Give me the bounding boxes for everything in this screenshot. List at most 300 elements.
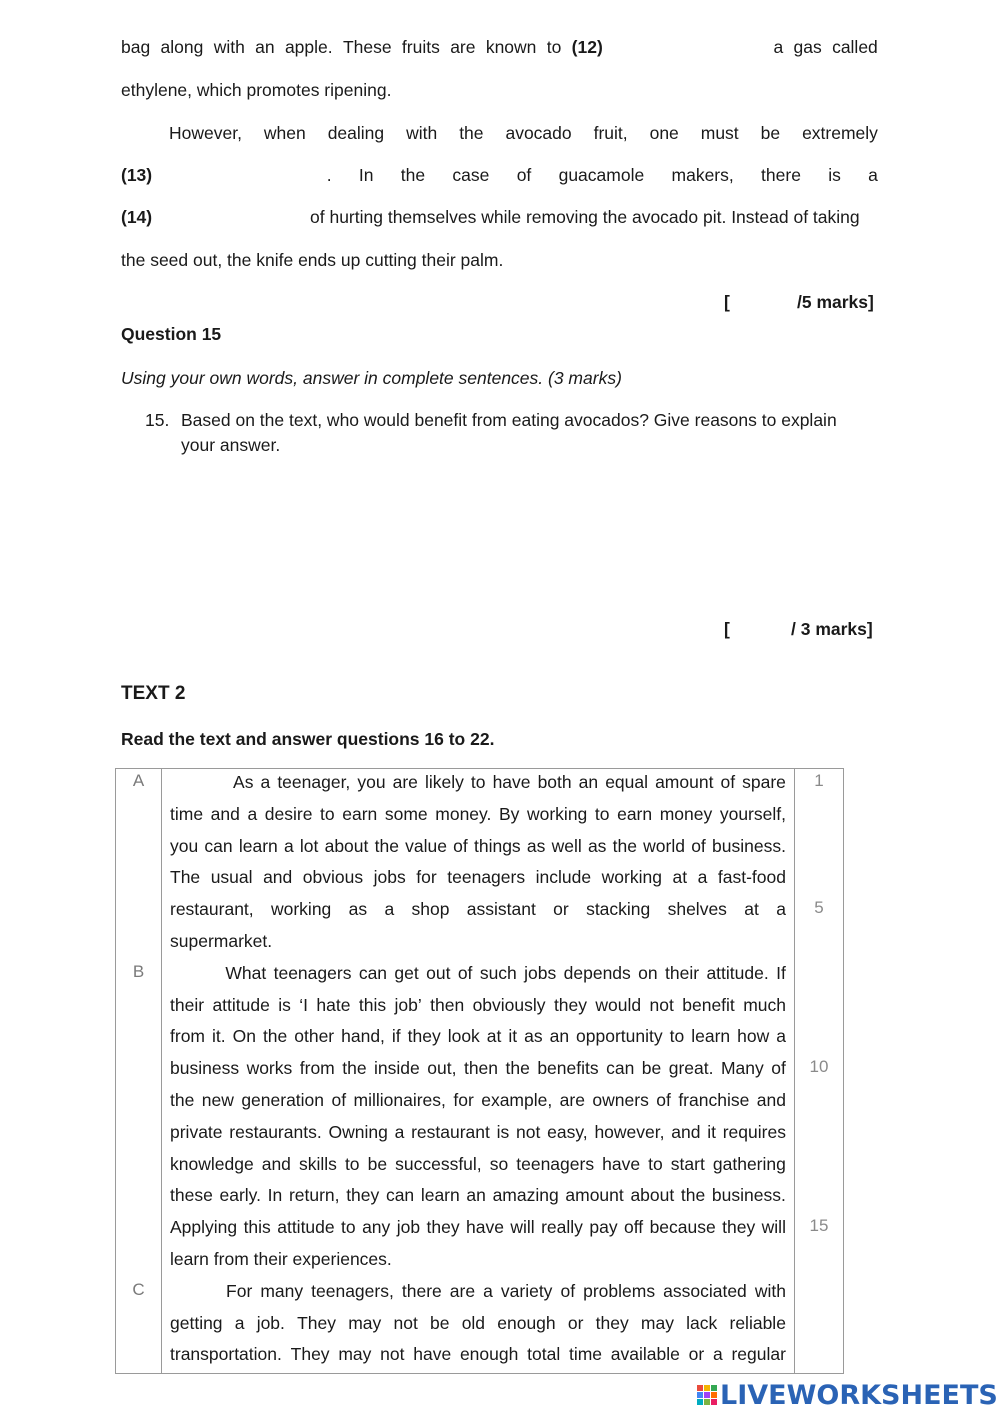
word: some	[384, 803, 428, 824]
word: usual	[210, 867, 253, 888]
passage-line	[170, 1089, 786, 1121]
passage-line	[170, 1153, 786, 1185]
word: lot	[299, 835, 319, 856]
word: gathering	[712, 1153, 786, 1174]
word: depends	[563, 962, 631, 983]
word: they	[595, 1312, 629, 1333]
word: avocado	[505, 123, 572, 143]
word: about	[630, 1185, 675, 1206]
word: things	[473, 835, 521, 856]
word: In	[358, 165, 374, 185]
passage-line	[170, 771, 786, 803]
text-2-instruction: Read the text and answer questions 16 to 22.	[121, 729, 495, 749]
word: time	[170, 803, 204, 824]
word: the	[342, 1058, 367, 1079]
word: you	[357, 772, 386, 792]
word: equal	[605, 772, 649, 792]
word: however,	[594, 1121, 665, 1142]
paragraph-indent	[170, 771, 226, 803]
word: of	[453, 835, 468, 856]
word: shelves	[667, 899, 727, 920]
word: on	[638, 962, 658, 983]
word: business.	[711, 1185, 786, 1206]
word: with	[754, 1280, 786, 1301]
word: known	[485, 37, 537, 57]
word: an	[255, 37, 275, 57]
word: and	[671, 1121, 701, 1142]
word: or	[688, 1344, 705, 1365]
word: fruit,	[593, 123, 628, 143]
logo-square	[711, 1385, 717, 1391]
passage-line-text: supermarket.	[170, 931, 273, 951]
logo-square	[711, 1392, 717, 1398]
answer-blank-14[interactable]	[170, 206, 300, 228]
word: for	[416, 867, 437, 888]
word: lack	[686, 1312, 718, 1333]
logo-text: LIVEWORKSHEETS	[720, 1379, 998, 1411]
question-15-line-1: Based on the text, who would benefit from eating avocados? Give reasons to explain	[181, 410, 837, 430]
word: jobs	[373, 867, 406, 888]
word: job’	[394, 994, 422, 1015]
word: to	[546, 37, 562, 57]
word: to	[594, 803, 610, 824]
word: as	[526, 835, 546, 856]
line-number-15: 15	[809, 1216, 829, 1235]
word: stacking	[586, 899, 651, 920]
word: restaurant,	[170, 899, 254, 920]
word: are	[392, 772, 418, 792]
blank-label-13: (13)	[121, 165, 153, 185]
word: teenagers	[273, 962, 352, 983]
passage-line	[170, 930, 786, 962]
word: as	[524, 1026, 543, 1047]
word: a	[283, 835, 294, 856]
word: In	[267, 1185, 283, 1206]
word: called	[832, 37, 878, 57]
word: restaurants.	[229, 1121, 322, 1142]
word: However,	[169, 123, 242, 143]
word: business	[170, 1058, 240, 1079]
word: really	[541, 1217, 583, 1238]
word: to	[470, 772, 486, 792]
word: skills	[298, 1153, 337, 1174]
liveworksheets-logo	[697, 1380, 998, 1410]
marks-bracket-open-2: [	[724, 619, 730, 639]
passage-line	[170, 1184, 786, 1216]
passage-line	[170, 1280, 786, 1312]
word: desire	[264, 803, 313, 824]
word: is	[828, 165, 841, 185]
word: out	[426, 962, 451, 983]
word: pay	[589, 1217, 618, 1238]
question-15-line-2: your answer.	[181, 435, 281, 455]
word: By	[498, 803, 520, 824]
word: out,	[427, 1058, 457, 1079]
word: as	[587, 835, 607, 856]
passage-line	[170, 1121, 786, 1153]
passage-line	[170, 1025, 786, 1057]
word: not	[393, 1312, 418, 1333]
word: this	[243, 1217, 271, 1238]
word: of	[516, 165, 532, 185]
passage-line	[170, 1312, 786, 1344]
word: then	[430, 994, 465, 1015]
word: easy,	[547, 1121, 588, 1142]
word: of	[331, 1090, 347, 1110]
logo-square	[697, 1392, 703, 1398]
word: can	[385, 1185, 415, 1206]
word: to	[669, 1026, 685, 1047]
line-number-5: 5	[814, 898, 824, 917]
word: have	[602, 1153, 641, 1174]
passage-line	[170, 866, 786, 898]
word: off	[624, 1217, 644, 1238]
word: the	[170, 1090, 195, 1110]
paragraph-indent	[170, 962, 218, 994]
word: associated	[663, 1280, 747, 1301]
word: this	[358, 994, 387, 1015]
word: hand,	[341, 1026, 385, 1047]
line-number-10: 10	[809, 1057, 829, 1076]
passage-line	[170, 898, 786, 930]
word: requires	[722, 1121, 786, 1142]
word: new	[201, 1090, 234, 1110]
text1-line-4	[121, 164, 878, 186]
answer-blank-12[interactable]	[613, 36, 763, 58]
word: They	[297, 1312, 337, 1333]
logo-square	[704, 1385, 710, 1391]
word: are	[559, 1090, 585, 1110]
word: a	[712, 1344, 723, 1365]
word: problems	[583, 1280, 656, 1301]
marks-total-3: / 3 marks]	[791, 619, 873, 639]
word: As	[233, 772, 254, 792]
text-2-heading: TEXT 2	[121, 683, 186, 704]
word: along	[160, 37, 204, 57]
word: restaurant	[411, 1121, 490, 1142]
text1-line-3	[169, 122, 878, 144]
word: there	[401, 1280, 442, 1301]
word: one	[649, 123, 679, 143]
word: ‘I	[299, 994, 309, 1015]
word: Owning	[328, 1121, 388, 1142]
word: such	[479, 962, 517, 983]
word: variety	[500, 1280, 553, 1301]
passage-line	[170, 803, 786, 835]
word: world	[643, 835, 685, 856]
word: a	[776, 1026, 786, 1047]
word: regular	[731, 1344, 786, 1365]
passage-line	[170, 1216, 786, 1248]
word: transportation.	[170, 1344, 282, 1365]
word: For	[226, 1280, 253, 1301]
word: gas	[793, 37, 822, 57]
word: job	[396, 1217, 421, 1238]
passage-table	[115, 768, 844, 1374]
word: money	[659, 803, 713, 824]
logo-mark-icon	[697, 1385, 717, 1405]
word: a	[247, 803, 258, 824]
passage-line	[170, 962, 786, 994]
word: and	[756, 1090, 786, 1110]
word: the	[400, 165, 426, 185]
word: they	[553, 994, 588, 1015]
line-number-1: 1	[814, 771, 824, 790]
passage-line	[170, 1248, 786, 1280]
word: may	[348, 1312, 382, 1333]
word: if	[391, 1026, 401, 1047]
word: earn	[342, 803, 378, 824]
word: because	[649, 1217, 716, 1238]
word: or	[553, 899, 569, 920]
word: both	[537, 772, 572, 792]
word: obviously	[472, 994, 546, 1015]
question-15-number: 15.	[145, 410, 170, 430]
word: early.	[219, 1185, 261, 1206]
word: yourself,	[719, 803, 786, 824]
logo-square	[697, 1399, 703, 1405]
word: a	[697, 867, 708, 888]
word: at	[672, 867, 688, 888]
word: attitude	[277, 1217, 335, 1238]
word: knowledge	[170, 1153, 254, 1174]
blank-label-14: (14)	[121, 207, 153, 227]
word: when	[263, 123, 306, 143]
paragraph-letter-a: A	[132, 771, 145, 790]
word: value	[405, 835, 447, 856]
word: of	[457, 962, 473, 983]
word: guacamole	[558, 165, 645, 185]
word: it.	[211, 1026, 226, 1047]
word: owners	[592, 1090, 649, 1110]
word: a	[260, 772, 271, 792]
word: fast-food	[717, 867, 786, 888]
word: then	[463, 1058, 499, 1079]
word: have	[492, 772, 531, 792]
word: enough	[497, 1312, 556, 1333]
word: can	[358, 962, 388, 983]
paragraph-letter-c: C	[132, 1280, 145, 1299]
word: the	[680, 1185, 706, 1206]
word: old	[461, 1312, 486, 1333]
word: it	[707, 1121, 716, 1142]
word: well	[551, 835, 582, 856]
word: benefit	[682, 994, 735, 1015]
word: a	[384, 899, 395, 920]
word: be	[641, 1058, 662, 1079]
word: great.	[668, 1058, 714, 1079]
word: spare	[742, 772, 786, 792]
paragraph-indent	[170, 1280, 218, 1312]
word: dealing	[327, 123, 385, 143]
word: amount	[565, 1185, 624, 1206]
word: The	[170, 867, 201, 888]
word: they	[407, 1026, 441, 1047]
word: a	[483, 1280, 493, 1301]
word: a	[234, 1312, 245, 1333]
word: learn	[420, 1185, 460, 1206]
word: shop	[411, 899, 450, 920]
word: they	[722, 1217, 756, 1238]
word: case	[452, 165, 490, 185]
word: can	[606, 1058, 635, 1079]
word: or	[567, 1312, 584, 1333]
word: a	[394, 1121, 405, 1142]
word: assistant	[466, 899, 536, 920]
word: include	[535, 867, 592, 888]
word: not	[516, 1121, 541, 1142]
word: teenager,	[277, 772, 351, 792]
word: private	[170, 1121, 223, 1142]
word: to	[341, 1217, 356, 1238]
word: getting	[170, 1312, 223, 1333]
word: These	[342, 37, 392, 57]
word: start	[670, 1153, 705, 1174]
word: their	[170, 994, 205, 1015]
word: Applying	[170, 1217, 238, 1238]
word: get	[394, 962, 419, 983]
word: reliable	[729, 1312, 786, 1333]
word: may	[338, 1344, 372, 1365]
word: obvious	[302, 867, 364, 888]
word: If	[776, 962, 786, 983]
word: earn	[617, 803, 653, 824]
word: working	[601, 867, 662, 888]
word: learn	[691, 1026, 731, 1047]
word: at	[744, 899, 759, 920]
word: to	[648, 1153, 663, 1174]
word: are	[450, 37, 476, 57]
marks-bracket-open: [	[724, 292, 730, 312]
word: inside	[374, 1058, 420, 1079]
logo-square	[711, 1399, 717, 1405]
passage-line	[170, 1343, 786, 1374]
word: On	[232, 1026, 256, 1047]
word: successful,	[395, 1153, 482, 1174]
word: there	[761, 165, 801, 185]
logo-square	[697, 1385, 703, 1391]
word: they	[426, 1217, 460, 1238]
word: for	[453, 1090, 474, 1110]
word: millionaires,	[353, 1090, 446, 1110]
text1-line-2: ethylene, which promotes ripening.	[121, 80, 392, 100]
word: at	[486, 1026, 502, 1047]
word: they	[346, 1185, 380, 1206]
word: from	[299, 1058, 335, 1079]
word: not	[380, 1344, 405, 1365]
word: many	[260, 1280, 304, 1301]
word: will	[510, 1217, 535, 1238]
word: amazing	[492, 1185, 559, 1206]
word: from	[170, 1026, 205, 1047]
word: you	[170, 835, 199, 856]
word: working	[526, 803, 588, 824]
word: opportunity	[576, 1026, 663, 1047]
blank-label-12: (12)	[571, 37, 603, 57]
word: other	[294, 1026, 335, 1047]
word: are	[449, 1280, 476, 1301]
word: hate	[316, 994, 351, 1015]
word: available	[610, 1344, 680, 1365]
word: enough	[459, 1344, 519, 1365]
word: any	[362, 1217, 391, 1238]
word: extremely	[802, 123, 878, 143]
line-5-text: of hurting themselves while removing the avocado pit. Instead of taking	[310, 207, 860, 227]
word: a	[776, 899, 786, 920]
marks-total-5: /5 marks]	[797, 292, 874, 312]
word: it	[508, 1026, 518, 1047]
word: about	[324, 835, 369, 856]
word: an	[466, 1185, 486, 1206]
word: What	[225, 962, 267, 983]
word: be	[430, 1312, 450, 1333]
word: the	[459, 123, 484, 143]
word: attitude.	[706, 962, 769, 983]
word: an	[578, 772, 599, 792]
word: example,	[481, 1090, 553, 1110]
word: not	[649, 994, 674, 1015]
word: how	[737, 1026, 770, 1047]
word: working	[270, 899, 332, 920]
word: job.	[256, 1312, 285, 1333]
word: and	[210, 803, 240, 824]
word: would	[595, 994, 642, 1015]
word: the	[374, 835, 399, 856]
word: the	[612, 835, 637, 856]
word: teenagers	[516, 1153, 595, 1174]
word: have	[413, 1344, 452, 1365]
word: these	[170, 1185, 213, 1206]
word: the	[262, 1026, 288, 1047]
word: apple.	[284, 37, 333, 57]
word: business.	[712, 835, 786, 856]
word: likely	[424, 772, 464, 792]
word: money.	[435, 803, 492, 824]
word: must	[700, 123, 739, 143]
word: much	[743, 994, 786, 1015]
word: franchise	[678, 1090, 750, 1110]
word: with	[213, 37, 245, 57]
word: works	[246, 1058, 293, 1079]
passage-line	[170, 1057, 786, 1089]
word: and	[261, 1153, 291, 1174]
word: of	[720, 772, 736, 792]
word: of	[656, 1090, 671, 1110]
paragraph-letter-b: B	[132, 962, 145, 981]
word: be	[367, 1153, 388, 1174]
word: the	[505, 1058, 530, 1079]
word: can	[204, 835, 233, 856]
word: total	[527, 1344, 561, 1365]
word: is	[278, 994, 291, 1015]
text1-line-1	[121, 36, 878, 58]
word: generation	[241, 1090, 325, 1110]
word: their	[665, 962, 700, 983]
word: and	[263, 867, 293, 888]
word: a	[773, 37, 784, 57]
word: to	[344, 1153, 360, 1174]
answer-blank-13[interactable]	[179, 164, 299, 186]
word: learn	[238, 835, 278, 856]
word: makers,	[671, 165, 734, 185]
word: of	[691, 835, 706, 856]
question-15-instruction: Using your own words, answer in complete sentences. (3 marks)	[121, 368, 622, 388]
word: of	[560, 1280, 576, 1301]
word: will	[761, 1217, 786, 1238]
word: as	[348, 899, 368, 920]
passage-line	[170, 835, 786, 867]
word: return,	[288, 1185, 340, 1206]
